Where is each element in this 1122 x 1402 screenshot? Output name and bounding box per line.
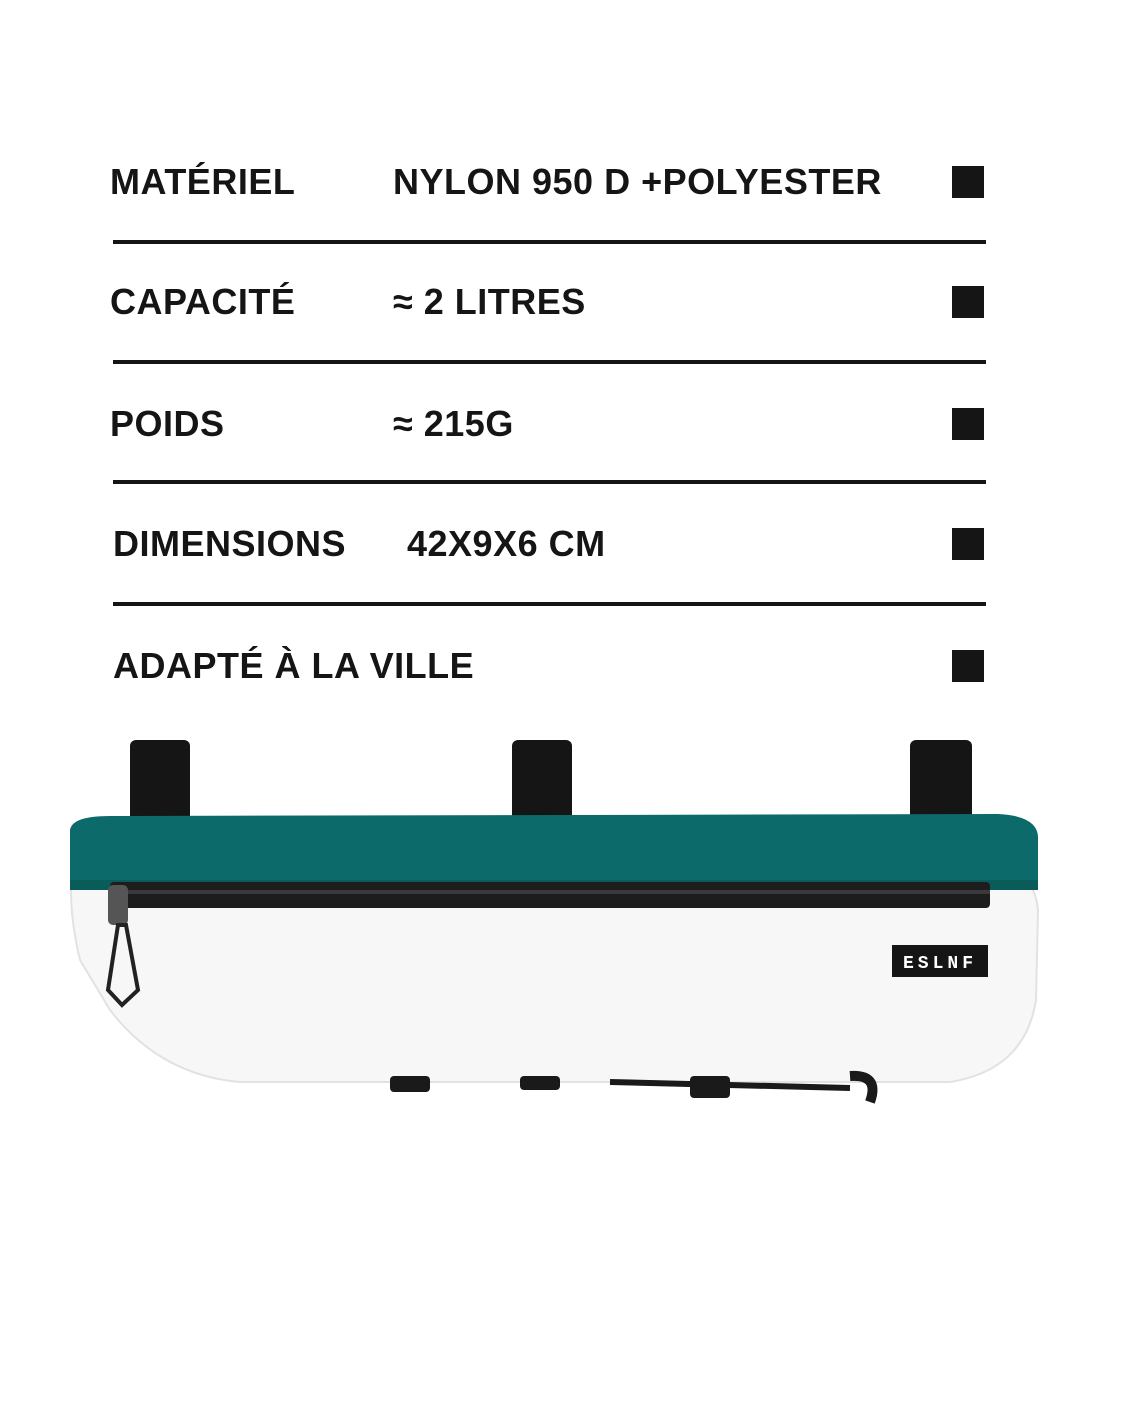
square-marker-icon — [952, 528, 984, 560]
zipper — [110, 882, 990, 908]
brand-label: ESLNF — [902, 954, 978, 974]
spec-row-capacite — [0, 272, 1122, 332]
row-divider — [113, 360, 986, 364]
square-marker-icon — [952, 286, 984, 318]
spec-row-poids — [0, 394, 1122, 454]
spec-label: POIDS — [110, 403, 225, 444]
row-divider — [113, 240, 986, 244]
square-marker-icon — [952, 650, 984, 682]
spec-value: ≈ 215G — [393, 403, 514, 444]
spec-row-adapte — [0, 636, 1122, 696]
spec-row-materiel — [0, 152, 1122, 212]
spec-value: NYLON 950 D +POLYESTER — [393, 161, 882, 202]
square-marker-icon — [952, 408, 984, 440]
zipper-teeth — [110, 890, 990, 894]
spec-label: CAPACITÉ — [110, 281, 296, 322]
bag-top-panel — [70, 814, 1038, 890]
row-divider — [113, 480, 986, 484]
spec-value: ≈ 2 LITRES — [393, 281, 586, 322]
spec-label: DIMENSIONS — [113, 523, 347, 564]
brand-patch — [892, 945, 988, 977]
row-divider — [113, 602, 986, 606]
spec-label: MATÉRIEL — [110, 161, 296, 202]
spec-label: ADAPTÉ À LA VILLE — [113, 645, 475, 686]
frame-bag-image — [50, 730, 1050, 1130]
spec-row-dimensions — [0, 514, 1122, 574]
spec-value: 42X9X6 CM — [407, 523, 606, 564]
square-marker-icon — [952, 166, 984, 198]
